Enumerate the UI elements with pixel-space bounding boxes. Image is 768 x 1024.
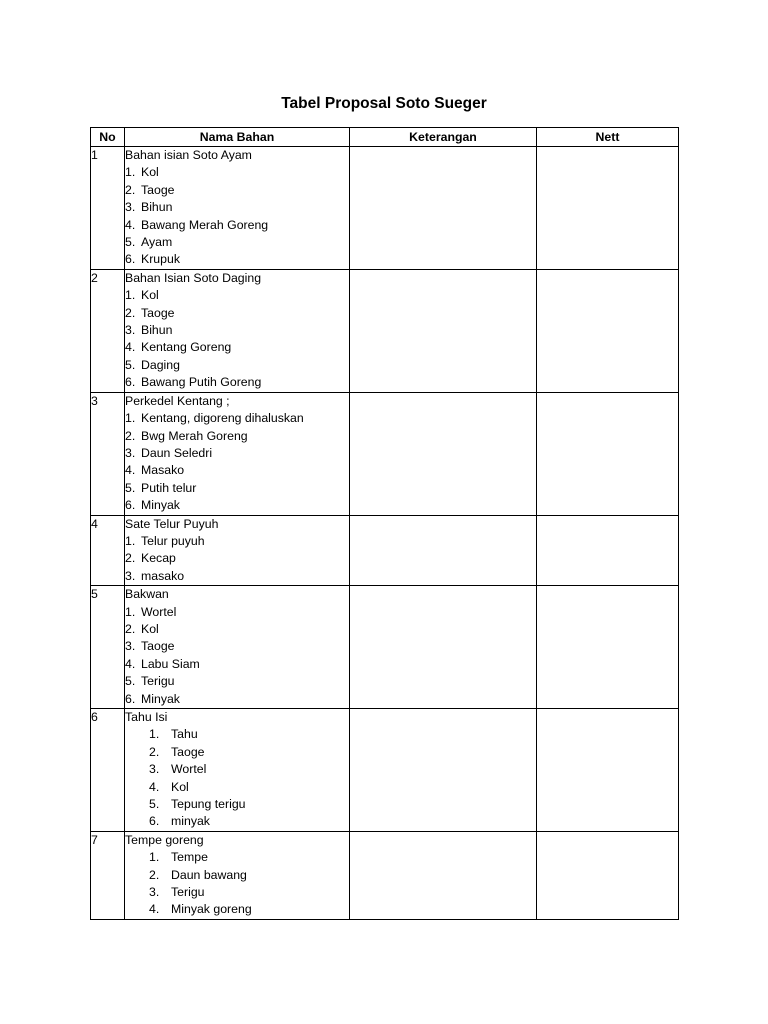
list-item (125, 322, 349, 339)
ingredient-name: masako (141, 568, 185, 583)
ingredient-name: Kol (171, 779, 189, 794)
dish-name: Bahan Isian Soto Daging (125, 270, 262, 285)
nett-cell (537, 709, 679, 832)
dish-name: Sate Telur Puyuh (125, 516, 219, 531)
ingredient-name: Bwg Merah Goreng (141, 428, 248, 443)
list-item-number: 6. (125, 375, 136, 390)
list-item-number: 3. (125, 200, 136, 215)
list-item-number: 2. (125, 621, 136, 636)
ingredient-name: Taoge (171, 744, 205, 759)
nett-cell (537, 269, 679, 392)
ingredient-cell (125, 392, 350, 515)
keterangan-cell (350, 831, 537, 919)
list-item-number: 3. (125, 639, 136, 654)
table-row (91, 269, 679, 392)
list-item (125, 480, 349, 497)
ingredient-name: Daun bawang (171, 867, 247, 882)
ingredient-name: Minyak (141, 498, 180, 513)
list-item-number: 2. (149, 744, 160, 759)
keterangan-cell (350, 392, 537, 515)
list-item-number: 6. (149, 814, 160, 829)
ingredient-name: Kentang, digoreng dihaluskan (141, 411, 304, 426)
list-item (125, 796, 349, 813)
document-title: Tabel Proposal Soto Sueger (281, 95, 487, 112)
ingredient-name: Bihun (141, 200, 173, 215)
list-item-number: 3. (125, 323, 136, 338)
list-item (125, 867, 349, 884)
ingredient-cell (125, 831, 350, 919)
list-item-number: 2. (125, 428, 136, 443)
list-item (125, 305, 349, 322)
list-item (125, 445, 349, 462)
table-row (91, 831, 679, 919)
row-number: 4 (91, 515, 125, 586)
column-header-no: No (91, 128, 125, 147)
column-header-nett: Nett (537, 128, 679, 147)
ingredient-cell (125, 147, 350, 270)
list-item-number: 3. (125, 568, 136, 583)
list-item (125, 621, 349, 638)
table-row (91, 147, 679, 270)
ingredient-name: Tepung terigu (171, 797, 246, 812)
row-number: 2 (91, 269, 125, 392)
list-item (125, 726, 349, 743)
ingredient-name: Labu Siam (141, 656, 200, 671)
list-item (125, 462, 349, 479)
list-item-number: 6. (125, 691, 136, 706)
dish-name: Perkedel Kentang ; (125, 393, 230, 408)
ingredient-cell (125, 515, 350, 586)
list-item (125, 251, 349, 268)
ingredient-cell (125, 269, 350, 392)
ingredient-name: Taoge (141, 639, 175, 654)
list-item-number: 1. (149, 850, 160, 865)
list-item-number: 3. (149, 885, 160, 900)
list-item (125, 884, 349, 901)
list-item-number: 5. (149, 797, 160, 812)
ingredient-name: Ayam (141, 235, 173, 250)
ingredient-name: Bawang Merah Goreng (141, 217, 269, 232)
dish-name: Bakwan (125, 587, 169, 602)
list-item-number: 2. (125, 182, 136, 197)
list-item (125, 428, 349, 445)
list-item (125, 164, 349, 181)
nett-cell (537, 392, 679, 515)
list-item (125, 604, 349, 621)
list-item (125, 357, 349, 374)
list-item-number: 6. (125, 252, 136, 267)
ingredient-name: Daun Seledri (141, 445, 213, 460)
nett-cell (537, 147, 679, 270)
list-item (125, 813, 349, 830)
table-header-row (91, 128, 679, 147)
ingredient-name: Krupuk (141, 252, 180, 267)
ingredient-cell (125, 586, 350, 709)
row-number: 6 (91, 709, 125, 832)
list-item (125, 182, 349, 199)
list-item-number: 3. (149, 762, 160, 777)
table-row (91, 586, 679, 709)
list-item-number: 4. (125, 217, 136, 232)
ingredient-name: Wortel (171, 762, 207, 777)
ingredient-name: Terigu (141, 674, 175, 689)
list-item-number: 4. (149, 902, 160, 917)
ingredient-name: Daging (141, 357, 180, 372)
row-number: 7 (91, 831, 125, 919)
ingredient-name: Putih telur (141, 480, 197, 495)
list-item-number: 3. (125, 445, 136, 460)
list-item-number: 5. (125, 235, 136, 250)
list-item (125, 497, 349, 514)
dish-name: Bahan isian Soto Ayam (125, 148, 252, 162)
list-item (125, 744, 349, 761)
table-row (91, 392, 679, 515)
list-item-number: 1. (149, 727, 160, 742)
dish-name: Tempe goreng (125, 832, 204, 847)
list-item (125, 550, 349, 567)
list-item-number: 2. (149, 867, 160, 882)
ingredient-name: minyak (171, 814, 210, 829)
row-number: 5 (91, 586, 125, 709)
list-item (125, 761, 349, 778)
table-row (91, 515, 679, 586)
list-item (125, 673, 349, 690)
column-header-keterangan: Keterangan (350, 128, 537, 147)
list-item-number: 1. (125, 604, 136, 619)
list-item (125, 638, 349, 655)
list-item-number: 4. (149, 779, 160, 794)
ingredient-name: Kol (141, 288, 159, 303)
nett-cell (537, 831, 679, 919)
ingredient-name: Kol (141, 621, 159, 636)
ingredient-name: Kecap (141, 551, 176, 566)
ingredient-name: Terigu (171, 885, 205, 900)
keterangan-cell (350, 515, 537, 586)
list-item-number: 1. (125, 533, 136, 548)
nett-cell (537, 515, 679, 586)
list-item (125, 849, 349, 866)
list-item (125, 199, 349, 216)
row-number: 3 (91, 392, 125, 515)
list-item (125, 901, 349, 918)
ingredient-name: Minyak (141, 691, 180, 706)
ingredient-name: Tahu (171, 727, 198, 742)
column-header-nama-bahan: Nama Bahan (125, 128, 350, 147)
ingredient-name: Masako (141, 463, 185, 478)
ingredient-name: Bihun (141, 323, 173, 338)
list-item-number: 1. (125, 288, 136, 303)
table-row (91, 709, 679, 832)
list-item (125, 339, 349, 356)
ingredient-name: Minyak goreng (171, 902, 252, 917)
list-item (125, 779, 349, 796)
list-item (125, 533, 349, 550)
list-item-number: 5. (125, 480, 136, 495)
table-body (91, 147, 679, 920)
ingredient-name: Kol (141, 165, 159, 180)
list-item (125, 374, 349, 391)
keterangan-cell (350, 269, 537, 392)
dish-name: Tahu Isi (125, 710, 168, 724)
list-item (125, 287, 349, 304)
ingredient-cell (125, 709, 350, 832)
ingredient-name: Telur puyuh (141, 533, 205, 548)
list-item-number: 4. (125, 340, 136, 355)
ingredient-name: Tempe (171, 850, 208, 865)
nett-cell (537, 586, 679, 709)
ingredient-name: Taoge (141, 182, 175, 197)
list-item (125, 410, 349, 427)
list-item-number: 1. (125, 165, 136, 180)
list-item-number: 4. (125, 656, 136, 671)
list-item-number: 6. (125, 498, 136, 513)
list-item-number: 5. (125, 674, 136, 689)
list-item (125, 217, 349, 234)
row-number: 1 (91, 147, 125, 270)
list-item (125, 656, 349, 673)
ingredient-name: Bawang Putih Goreng (141, 375, 262, 390)
list-item-number: 5. (125, 357, 136, 372)
list-item-number: 2. (125, 305, 136, 320)
ingredient-name: Wortel (141, 604, 177, 619)
list-item (125, 234, 349, 251)
keterangan-cell (350, 709, 537, 832)
ingredient-name: Taoge (141, 305, 175, 320)
keterangan-cell (350, 586, 537, 709)
ingredient-name: Kentang Goreng (141, 340, 232, 355)
keterangan-cell (350, 147, 537, 270)
list-item-number: 4. (125, 463, 136, 478)
list-item-number: 2. (125, 551, 136, 566)
list-item-number: 1. (125, 411, 136, 426)
ingredients-table (90, 127, 679, 920)
list-item (125, 691, 349, 708)
list-item (125, 568, 349, 585)
